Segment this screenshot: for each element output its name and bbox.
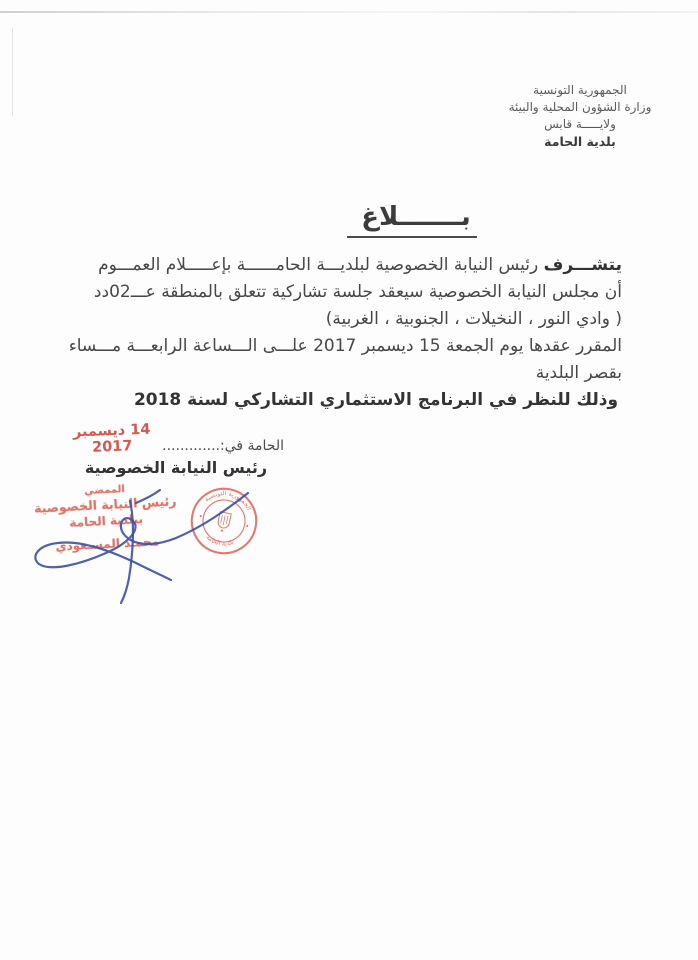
letterhead-ministry-line: وزارة الشؤون المحلية والبيئة — [508, 100, 652, 114]
name-stamp-line-2: رئيس النيابة الخصوصية — [33, 493, 177, 516]
signature-signer-title: رئيس النيابة الخصوصية — [84, 458, 268, 477]
body-line-1-rest: رئيس النيابة الخصوصية لبلديـــة الحامــــــة بإعـــــلام العمـــوم — [98, 255, 544, 275]
name-stamp-line-4: محمـد المسـعودي — [55, 534, 160, 554]
body-line-5: بقصر البلدية — [535, 363, 622, 383]
scan-artifact-vertical-line — [12, 28, 13, 116]
seal-arc-bottom-text: بلدية الحامة — [204, 533, 235, 548]
handwritten-signature — [10, 483, 270, 608]
name-stamp-line-3: ببلدية الحامة — [68, 512, 144, 530]
body-line-4: المقرر عقدها يوم الجمعة 15 ديسمبر 2017 علـــى الـــساعة الرابعـــة مـــساء — [68, 336, 622, 356]
document-title-text: بـــــــلاغ — [347, 202, 476, 238]
letterhead-municipality-line: بلدية الحامة — [544, 134, 616, 149]
body-line-3: ( وادي النور ، النخيلات ، الجنوبية ، الغربية) — [325, 309, 622, 329]
name-stamp-line-1: الممضي — [83, 483, 126, 498]
signature-place-line: الحامة في:............. — [162, 438, 284, 454]
body-line-6: وذلك للنظر في البرنامج الاستثماري التشاركي لسنة 2018 — [133, 390, 619, 410]
letterhead — [462, 82, 698, 150]
date-stamp: 14 ديسمبر 2017 — [72, 421, 151, 456]
letterhead-governorate-line: ولايـــــة قابس — [544, 117, 616, 131]
letterhead-republic-line: الجمهورية التونسية — [533, 83, 627, 97]
body-line-1-bold-word: يتشـــرف — [543, 255, 622, 275]
seal-arc-top-text: الجمهورية التونسية — [203, 490, 253, 512]
scan-artifact-horizontal-line — [0, 11, 698, 13]
body-line-1 — [100, 252, 622, 279]
body-line-2: أن مجلس النيابة الخصوصية سيعقد جلسة تشاركية تتعلق بالمنطقة عـــ02دد — [93, 282, 622, 302]
signature-block — [68, 438, 284, 477]
body-paragraph — [68, 252, 622, 414]
document-title — [300, 202, 524, 238]
